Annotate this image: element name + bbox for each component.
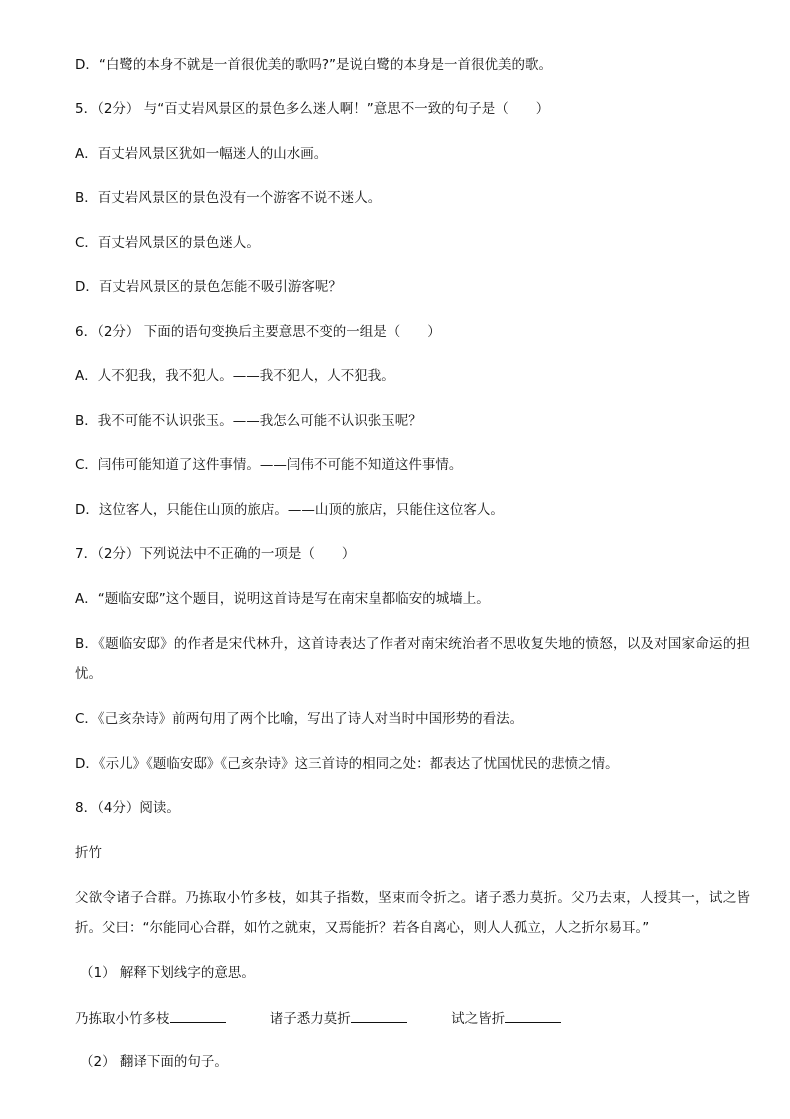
sub-question-1: （1） 解释下划线字的意思。 — [80, 965, 255, 981]
option-b-q6: B．我不可能不认识张玉。——我怎么可能不认识张玉呢？ — [75, 413, 422, 429]
sub-question-2: （2） 翻译下面的句子。 — [80, 1054, 228, 1070]
option-d-q6: D．这位客人，只能住山顶的旅店。——山顶的旅店，只能住这位客人。 — [75, 502, 504, 518]
passage-body: 父欲令诸子合群。乃拣取小竹多枝，如其子指数，坚束而令折之。诸子悉力莫折。父乃去束，人授其一，试之皆折。父曰：“尔能同心合群，如竹之就束，又焉能折？若各自离心，则人人孤立，人之折尔易耳。” — [75, 890, 750, 936]
fill-item-1 — [75, 1008, 226, 1029]
option-b-q7: B．《题临安邸》的作者是宋代林升，这首诗表达了作者对南宋统治者不思收复失地的愤怒，以及对国家命运的担忧。 — [75, 636, 750, 682]
answer-blank[interactable] — [170, 1008, 226, 1023]
option-a-q6: A．人不犯我，我不犯人。——我不犯人，人不犯我。 — [75, 368, 395, 384]
fill-in-row — [75, 1008, 601, 1029]
option-c-q5: C．百丈岩风景区的景色迷人。 — [75, 235, 260, 251]
fill-item-label: 诸子悉力莫折 — [269, 1011, 351, 1027]
question-8: 8．（4分）阅读。 — [75, 800, 180, 816]
question-6: 6．（2分） 下面的语句变换后主要意思不变的一组是（ ） — [75, 324, 441, 340]
option-a-q5: A．百丈岩风景区犹如一幅迷人的山水画。 — [75, 146, 328, 162]
fill-item-label: 试之皆折 — [451, 1011, 506, 1027]
option-d-q7: D．《示儿》《题临安邸》《己亥杂诗》这三首诗的相同之处：都表达了忧国忧民的悲愤之情。 — [75, 756, 619, 772]
option-d-q5: D．百丈岩风景区的景色怎能不吸引游客呢？ — [75, 279, 342, 295]
option-c-q7: C．《己亥杂诗》前两句用了两个比喻，写出了诗人对当时中国形势的看法。 — [75, 711, 524, 727]
fill-item-2 — [270, 1008, 407, 1029]
option-b-q5: B．百丈岩风景区的景色没有一个游客不说不迷人。 — [75, 190, 382, 206]
fill-item-label: 乃拣取小竹多枝 — [75, 1011, 170, 1027]
question-7: 7．（2分）下列说法中不正确的一项是（ ） — [75, 546, 356, 562]
option-a-q7: A．“题临安邸”这个题目，说明这首诗是写在南宋皇都临安的城墙上。 — [75, 591, 490, 607]
option-d-q4: D．“白鹭的本身不就是一首很优美的歌吗?”是说白鹭的本身是一首很优美的歌。 — [75, 57, 553, 73]
answer-blank[interactable] — [351, 1008, 407, 1023]
fill-item-3 — [451, 1008, 561, 1029]
passage-title: 折竹 — [75, 845, 102, 861]
question-5: 5．（2分） 与“百丈岩风景区的景色多么迷人啊！”意思不一致的句子是（ ） — [75, 101, 550, 117]
answer-blank[interactable] — [505, 1008, 561, 1023]
option-c-q6: C．闫伟可能知道了这件事情。——闫伟不可能不知道这件事情。 — [75, 457, 463, 473]
